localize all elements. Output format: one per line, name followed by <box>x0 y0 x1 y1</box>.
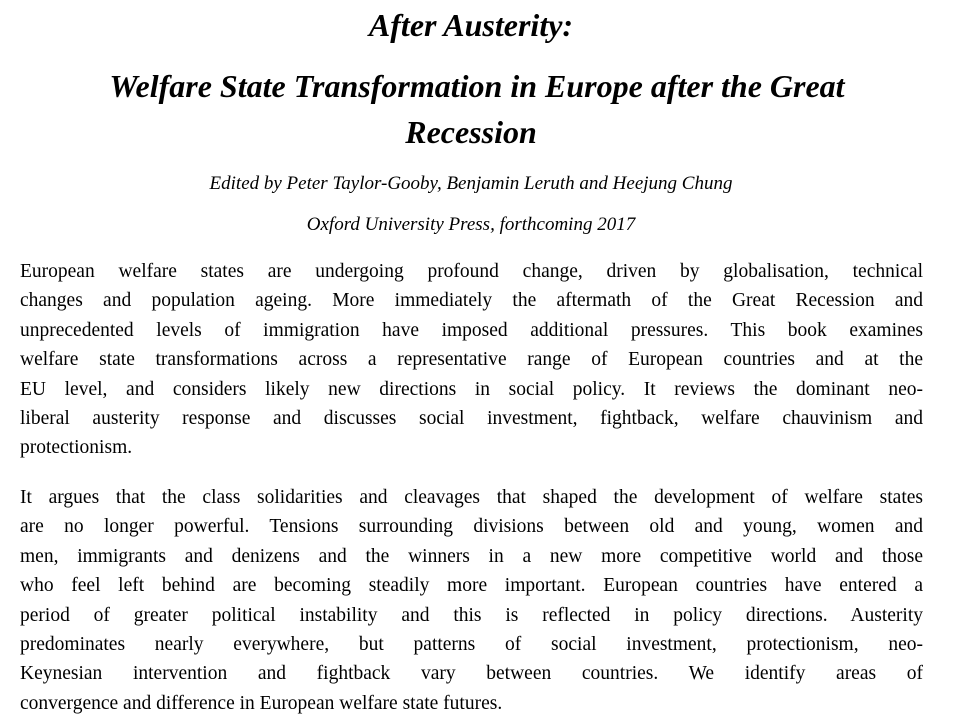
paragraph-line: liberal austerity response and discusses social investment, fightback, welfare chauvinism and <box>20 407 923 429</box>
paragraph-line: welfare state transformations across a representative range of European countries and at the <box>20 349 923 371</box>
paragraph-line: protectionism. <box>20 437 133 459</box>
paragraph-line: EU level, and considers likely new directions in social policy. It reviews the dominant neo- <box>20 378 923 400</box>
document-title: After Austerity: <box>368 7 574 43</box>
paragraph-line: convergence and difference in European welfare state futures. <box>20 692 503 714</box>
paragraph-line: European welfare states are undergoing profound change, driven by globalisation, technical <box>20 261 923 282</box>
paragraph-line: It argues that the class solidarities and cleavages that shaped the development of welfare states <box>20 487 923 508</box>
paragraph-line: are no longer powerful. Tensions surrounding divisions between old and young, women and <box>20 516 923 538</box>
document-subtitle-line-2: Recession <box>405 114 537 150</box>
paragraph-line: changes and population ageing. More immediately the aftermath of the Great Recession and <box>20 290 923 312</box>
paragraph-1 <box>20 257 923 463</box>
paragraph-line: period of greater political instability and this is reflected in policy directions. Austerity <box>20 604 923 626</box>
publisher-line: Oxford University Press, forthcoming 2017 <box>306 214 636 235</box>
paragraph-line: men, immigrants and denizens and the winners in a new more competitive world and those <box>20 545 923 567</box>
paragraph-2 <box>20 483 923 718</box>
editors-line: Edited by Peter Taylor-Gooby, Benjamin Leruth and Heejung Chung <box>209 173 733 194</box>
paragraph-line: who feel left behind are becoming steadily more important. European countries have entered a <box>20 575 923 597</box>
document-subtitle-line-1: Welfare State Transformation in Europe after the Great <box>109 68 845 104</box>
paragraph-line: predominates nearly everywhere, but patterns of social investment, protectionism, neo- <box>20 633 923 655</box>
paragraph-line: unprecedented levels of immigration have imposed additional pressures. This book examines <box>20 319 923 341</box>
paragraph-line: Keynesian intervention and fightback vary between countries. We identify areas of <box>20 663 923 685</box>
